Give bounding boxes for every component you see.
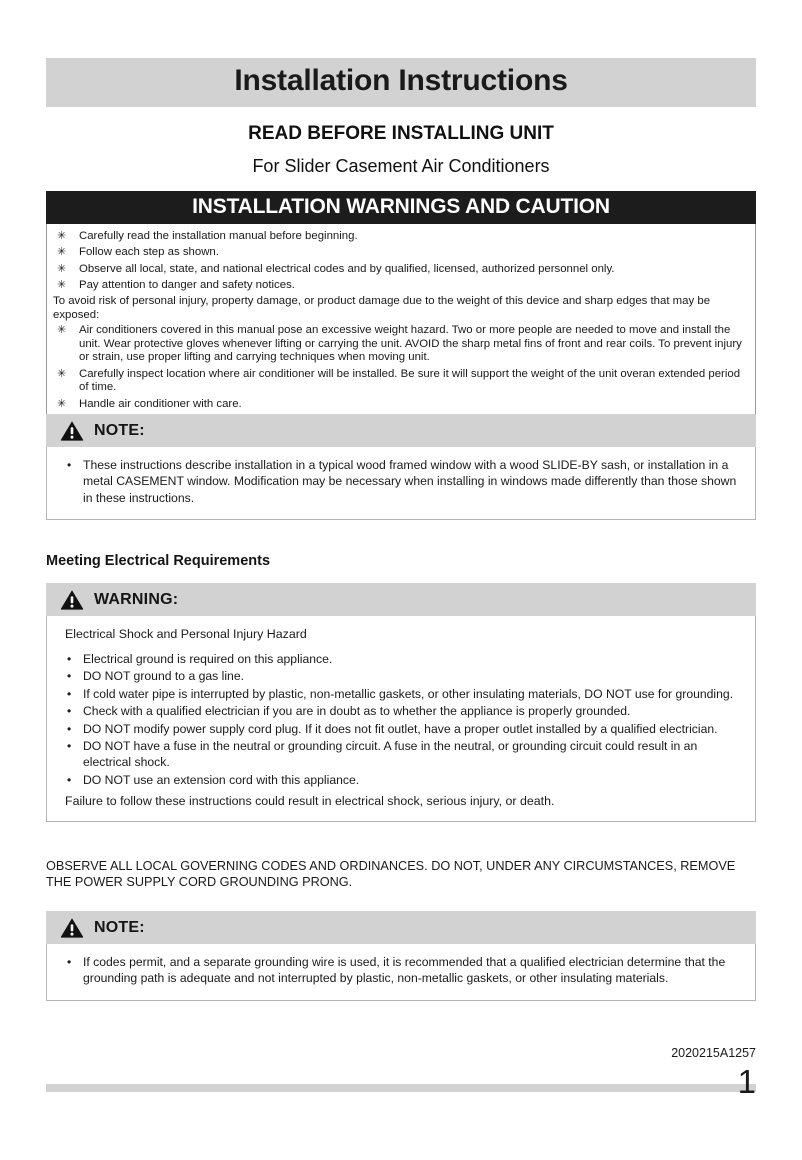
section-heading-electrical: Meeting Electrical Requirements	[46, 553, 271, 569]
list-item	[61, 668, 741, 684]
note-two-body	[46, 944, 756, 1001]
installation-warnings-box	[46, 224, 756, 438]
note-one-body	[46, 447, 756, 520]
document-number: 2020215A1257	[671, 1046, 756, 1060]
list-item	[61, 772, 741, 788]
list-item	[61, 651, 741, 667]
warning-triangle-icon	[60, 589, 84, 610]
warning-list	[61, 651, 741, 788]
bullet-icon: •	[67, 704, 72, 719]
caution-intro-line: To avoid risk of personal injury, property damage, or product damage due to the weight of this device and sharp edges that may be exposed:	[53, 295, 711, 321]
list-item	[53, 324, 747, 365]
note-block-two	[46, 911, 756, 1001]
warning-triangle-icon	[60, 917, 84, 938]
asterisk-icon: ✳	[57, 278, 67, 291]
list-item	[61, 738, 741, 771]
list-item	[53, 246, 747, 260]
installation-warnings-banner: INSTALLATION WARNINGS AND CAUTION	[46, 191, 756, 224]
list-item	[61, 457, 741, 506]
list-item	[53, 368, 747, 396]
list-item	[61, 954, 741, 987]
warning-label: WARNING:	[94, 590, 179, 608]
list-item-text: Carefully inspect location where air conditioner will be installed. Be sure it will support the weight of the unit overan extended period of time.	[79, 367, 741, 394]
list-item	[61, 686, 741, 702]
electrical-requirements-heading-wrap	[46, 553, 756, 569]
list-item-text: Air conditioners covered in this manual pose an excessive weight hazard. Two or more people are needed to move and install the unit. Wear protective gloves whenever lifting or carrying the unit. AVOID the sharp metal fins of front and rear coils. To prevent injury or strain, use proper lifting and carrying techniques when moving unit.	[79, 323, 742, 364]
list-item-text: Observe all local, state, and national electrical codes and by qualified, licensed, authorized personnel only.	[79, 262, 615, 275]
list-item-text: Follow each step as shown.	[79, 246, 219, 259]
list-item	[53, 398, 747, 412]
list-item-text: DO NOT use an extension cord with this appliance.	[83, 772, 360, 787]
list-item-text: DO NOT modify power supply cord plug. If it does not fit outlet, have a proper outlet installed by a qualified electrician.	[83, 721, 718, 736]
bullet-icon: •	[67, 721, 72, 736]
failure-line: Failure to follow these instructions could result in electrical shock, serious injury, or death.	[65, 794, 555, 809]
list-item	[61, 721, 741, 737]
asterisk-icon: ✳	[57, 367, 67, 380]
bullet-icon: •	[67, 955, 72, 969]
note-block-one	[46, 414, 756, 520]
list-item-text: Pay attention to danger and safety notices.	[79, 278, 295, 291]
bullet-icon: •	[67, 669, 72, 684]
note-two-list	[61, 954, 741, 987]
warning-block	[46, 583, 756, 822]
list-item-text: These instructions describe installation in a typical wood framed window with a wood SLIDE-BY sash, or installation in a metal CASEMENT window. Modification may be necessary when installing in windows made differently than those shown in these instructions.	[83, 458, 737, 505]
list-item-text: DO NOT have a fuse in the neutral or grounding circuit. A fuse in the neutral, or grounding circuit could result in an electrical shock.	[83, 739, 698, 770]
observe-codes-paragraph-wrap	[46, 858, 756, 890]
note-one-header	[46, 414, 756, 447]
note-one-label: NOTE:	[94, 421, 145, 439]
list-item	[53, 230, 747, 244]
note-one-list	[61, 457, 741, 506]
list-item-text: Handle air conditioner with care.	[79, 397, 242, 410]
asterisk-icon: ✳	[57, 246, 67, 259]
bullet-icon: •	[67, 772, 72, 787]
page-number: 1	[737, 1063, 756, 1100]
bullet-icon: •	[67, 686, 72, 701]
hazard-line: Electrical Shock and Personal Injury Hazard	[65, 627, 307, 641]
observe-codes-paragraph: OBSERVE ALL LOCAL GOVERNING CODES AND ORDINANCES. DO NOT, UNDER ANY CIRCUMSTANCES, REMOVE THE POWER SUPPLY CORD GROUNDING PRONG.	[46, 859, 736, 889]
subtitle-product: For Slider Casement Air Conditioners	[252, 156, 550, 176]
asterisk-icon: ✳	[57, 323, 67, 336]
list-item	[61, 703, 741, 719]
warning-triangle-icon	[60, 420, 84, 441]
page-title: Installation Instructions	[46, 58, 756, 107]
asterisk-icon: ✳	[57, 230, 67, 242]
caution-bottom-list	[53, 324, 747, 428]
list-item	[53, 263, 747, 277]
warning-body	[46, 616, 756, 822]
subtitle-read-before: READ BEFORE INSTALLING UNIT	[248, 123, 554, 144]
bullet-icon: •	[67, 652, 72, 666]
caution-top-list	[53, 230, 747, 293]
asterisk-icon: ✳	[57, 397, 67, 410]
note-two-header	[46, 911, 756, 944]
list-item-text: If codes permit, and a separate grounding wire is used, it is recommended that a qualified electrician determine that the grounding path is adequate and not interrupted by plastic, non-metallic gaskets, or other insulating materials.	[83, 955, 726, 986]
list-item	[53, 279, 747, 293]
footer-divider-bar	[46, 1084, 756, 1092]
note-two-label: NOTE:	[94, 918, 145, 936]
list-item-text: Carefully read the installation manual before beginning.	[79, 230, 358, 242]
bullet-icon: •	[67, 458, 72, 472]
list-item-text: Check with a qualified electrician if you are in doubt as to whether the appliance is properly grounded.	[83, 704, 631, 719]
list-item-text: If cold water pipe is interrupted by plastic, non-metallic gaskets, or other insulating materials, DO NOT use for grounding.	[83, 686, 734, 701]
bullet-icon: •	[67, 739, 72, 754]
asterisk-icon: ✳	[57, 262, 67, 275]
document-header	[46, 0, 756, 438]
list-item-text: DO NOT ground to a gas line.	[83, 669, 245, 684]
list-item-text: Electrical ground is required on this appliance.	[83, 652, 333, 666]
warning-header	[46, 583, 756, 616]
